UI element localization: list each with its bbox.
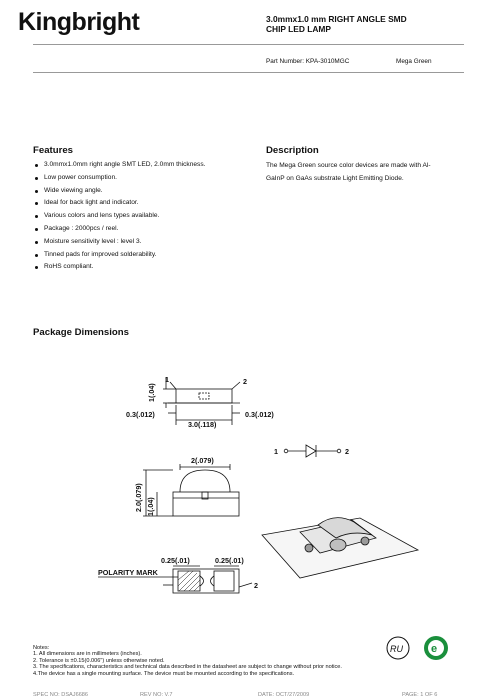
page-number: PAGE: 1 OF 6 [402, 692, 438, 698]
title-line-1: 3.0mmx1.0 mm RIGHT ANGLE SMD [266, 14, 407, 24]
notes-block [33, 645, 342, 677]
polarity-hatch [178, 571, 200, 591]
revision-number: REV NO: V.7 [140, 692, 173, 698]
note-line: 3. The specifications, characteristics and technical data described in the datasheet are subject to change without prior notice. [33, 664, 342, 671]
title-line-2: CHIP LED LAMP [266, 24, 331, 34]
note-line: 2. Tolerance is ±0.15(0.006") unless otherwise noted. [33, 657, 165, 664]
isometric-view-drawing [262, 518, 418, 578]
lens-height-label: 1(.04) [146, 497, 155, 516]
side-view-drawing [143, 464, 239, 516]
pin1-label: 1 [165, 375, 169, 384]
list-item: Ideal for back light and indicator. [33, 197, 205, 210]
pin2-label: 2 [243, 377, 247, 386]
emitting-color: Mega Green [396, 58, 432, 65]
spec-number: SPEC NO: DSAJ6686 [33, 692, 89, 698]
length-label: 3.0(.118) [188, 420, 217, 429]
diode-symbol-icon [284, 445, 341, 457]
list-item: RoHS compliant. [33, 261, 205, 274]
list-item: Package : 2000pcs / reel. [33, 223, 205, 236]
right-pad-label: 0.3(.012) [245, 410, 274, 419]
features-heading: Features [33, 145, 73, 156]
top-view-drawing [163, 377, 240, 425]
list-item: Various colors and lens types available. [33, 210, 205, 223]
left-pad-label: 0.3(.012) [126, 410, 155, 419]
svg-text:e: e [431, 643, 438, 655]
svg-text:RU: RU [390, 644, 403, 654]
list-item: Moisture sensitivity level : level 3. [33, 236, 205, 249]
note-line: 4.The device has a single mounting surface. The device must be mounted according to the specifications. [33, 670, 295, 677]
company-logo: Kingbright [18, 8, 140, 36]
description-line-1: The Mega Green source color devices are made with Al- [266, 162, 431, 169]
list-item: Low power consumption. [33, 172, 205, 185]
package-heading: Package Dimensions [33, 327, 129, 338]
list-item: 3.0mmx1.0mm right angle SMT LED, 2.0mm thickness. [33, 159, 205, 172]
description-line-2: GaInP on GaAs substrate Light Emitting Diode. [266, 175, 404, 182]
height-top-label: 1(.04) [147, 383, 156, 402]
pad-right-label: 0.25(.01) [215, 556, 244, 565]
part-number: Part Number: KPA-3010MGC [266, 58, 350, 65]
notes-title: Notes: [33, 645, 50, 651]
thickness-label: 2.0(.079) [134, 483, 143, 512]
document-date: DATE: OCT/27/2009 [258, 692, 310, 698]
ul-mark-icon [387, 637, 409, 659]
recycle-e-icon [424, 636, 448, 660]
bottom-pin2-label: 2 [254, 581, 258, 590]
note-line: 1. All dimensions are in millimeters (inches). [33, 651, 142, 658]
pad-left-label: 0.25(.01) [161, 556, 190, 565]
list-item: Wide viewing angle. [33, 185, 205, 198]
polarity-mark-label: POLARITY MARK [98, 568, 158, 577]
description-heading: Description [266, 145, 319, 156]
list-item: Tinned pads for improved solderability. [33, 249, 205, 262]
diode-pin2-label: 2 [345, 447, 349, 456]
lens-width-label: 2(.079) [191, 456, 214, 465]
diode-pin1-label: 1 [274, 447, 278, 456]
